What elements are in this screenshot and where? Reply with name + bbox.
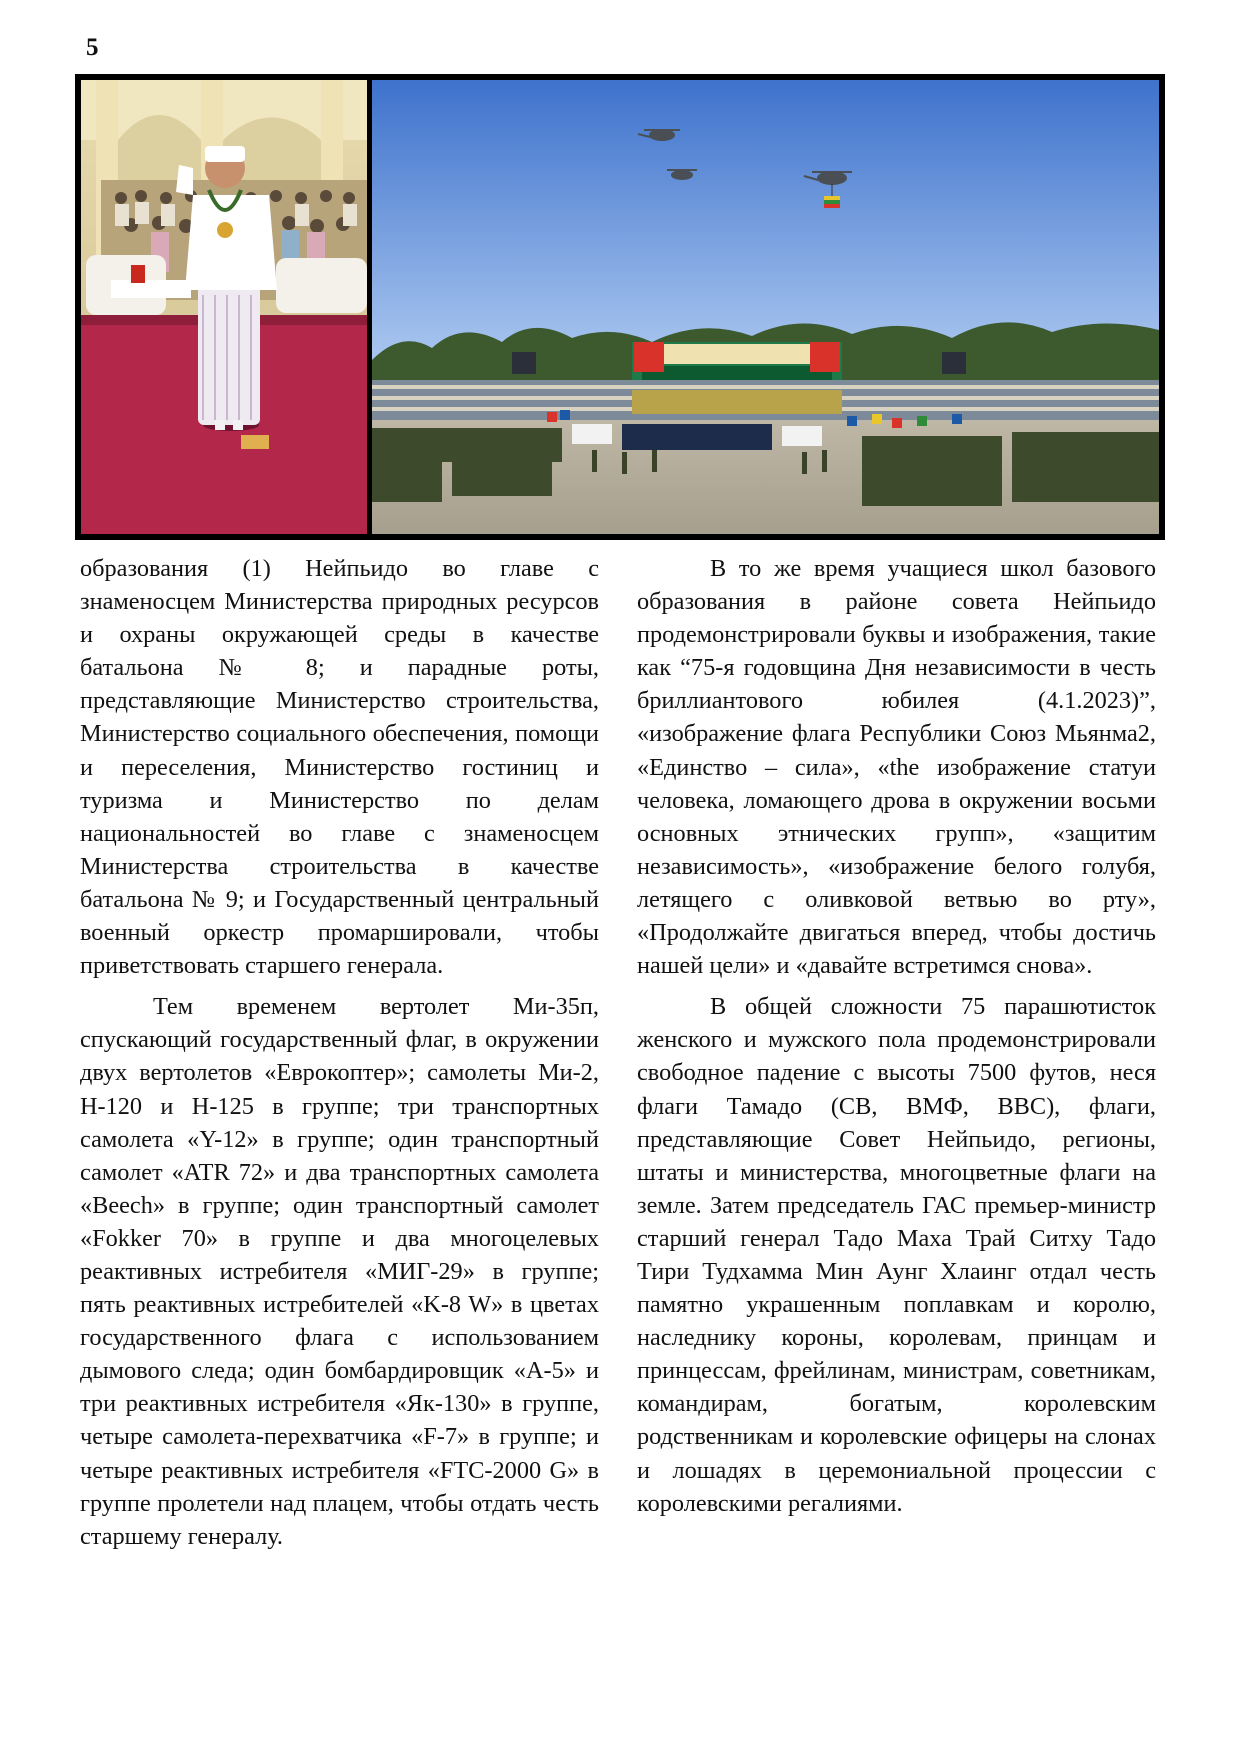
photo-saluting-official bbox=[81, 80, 367, 534]
left-column bbox=[80, 552, 599, 1553]
left-paragraph-2: Тем временем вертолет Ми-35п, спускающий государственный флаг, в окружении двух вертолетов «Еврокоптер»; самолеты Ми-2, H-120 и H-125 в группе; три транспортных самолета «Y-12» в группе; один транспортный самолет «ATR 72» и два транспортных самолета «Beech» в группе; один транспортный самолет «Fokker 70» в группе и два многоцелевых реактивных истребителя «МИГ-29» в группе; пять реактивных истребителей «K-8 W» в цветах государственного флага с использованием дымового следа; один бомбардировщик «A-5» и три реактивных истребителя «Як-130» в группе, четыре самолета-перехватчика «F-7» в группе; и четыре реактивных истребителя «FTC-2000 G» в группе пролетели над плацем, чтобы отдать честь старшему генералу. bbox=[80, 993, 599, 1550]
right-column bbox=[637, 552, 1156, 1520]
right-paragraph-2: В общей сложности 75 парашютисток женского и мужского пола продемонстрировали свободное падение с высоты 7500 футов, неся флаги Тамадо (СВ, ВМФ, ВВС), флаги, представляющие Совет Нейпьидо, регионы, штаты и министерства, многоцветные флаги на земле. Затем председатель ГАС премьер-министр старший генерал Тадо Маха Трай Ситху Тадо Тири Тудхамма Мин Аунг Хлаинг отдал честь памятно украшенным поплавкам и королю, наследнику короны, королевам, принцам и принцессам, фрейлинам, министрам, советникам, командирам, богатым, королевским родственникам и королевские офицеры на слонах и лошадях в церемониальной процессии с королевскими регалиями. bbox=[637, 993, 1156, 1517]
right-paragraph-1: В то же время учащиеся школ базового образования в районе совета Нейпьидо продемонстрировали буквы и изображения, такие как “75-я годовщина Дня независимости в честь бриллиантового юбилея (4.1.2023)”, «изображение флага Республики Союз Мьянма2, «Единство – сила», «the изображение статуи человека, ломающего дрова в окружении восьми основных этнических групп», «защитим независимость», «изображение белого голубя, летящего с оливковой ветвью во рту», «Продолжайте двигаться вперед, чтобы достичь нашей цели» и «давайте встретимся снова». bbox=[637, 555, 1156, 980]
photo-parade-ground-flyover bbox=[372, 80, 1159, 534]
photo-frame bbox=[75, 74, 1165, 540]
left-paragraph-1: образования (1) Нейпьидо во главе с знаменосцем Министерства природных ресурсов и охраны окружающей среды в качестве батальона № 8; и парадные роты, представляющие Министерство строительства, Министерство социального обеспечения, помощи и переселения, Министерство гостиниц и туризма и Министерство по делам национальностей во главе с знаменосцем Министерства строительства в качестве батальона № 9; и Государственный центральный военный оркестр промаршировали, чтобы приветствовать старшего генерала. bbox=[80, 555, 599, 980]
page-number: 5 bbox=[86, 34, 99, 61]
